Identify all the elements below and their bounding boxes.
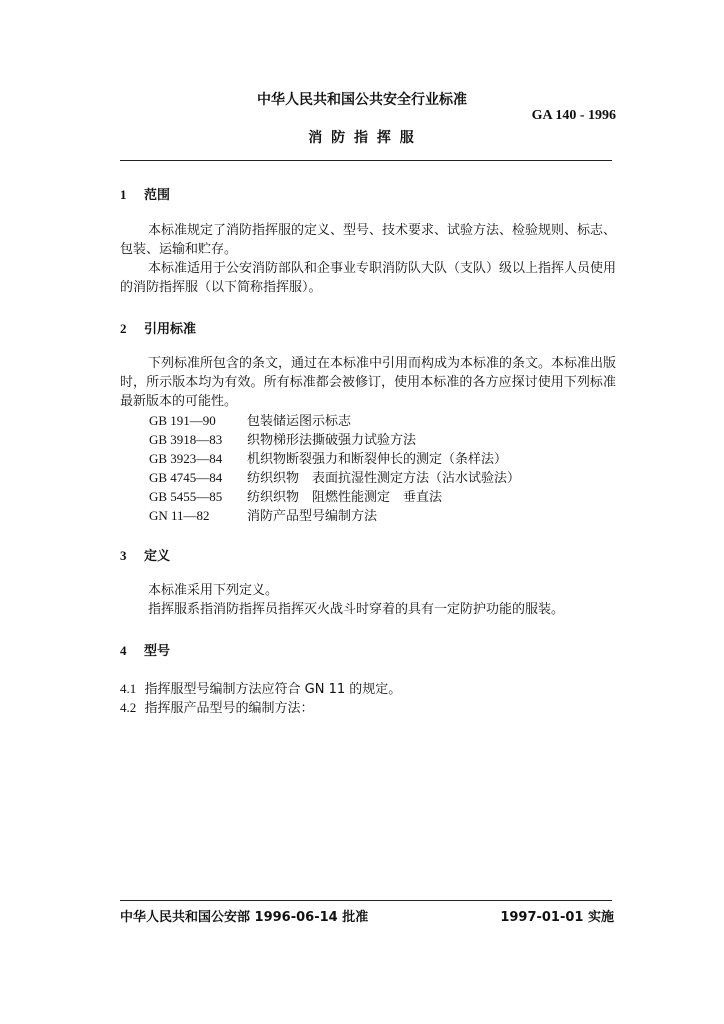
section-1-paragraph-2: 本标准适用于公安消防部队和企事业专职消防队大队（支队）级以上指挥人员使用的消防指挥服（以下简称指挥服）。 [120, 261, 617, 295]
footer-rule [120, 900, 612, 901]
section-3-paragraph-1: 本标准采用下列定义。 [148, 583, 279, 598]
reference-row [149, 449, 507, 469]
reference-row [149, 430, 416, 450]
section-2-intro: 下列标准所包含的条文，通过在本标准中引用而构成为本标准的条文。本标准出版时，所示版本均为有效。所有标准都会被修订，使用本标准的各方应探讨使用下列标准最新版本的可能性。 [120, 356, 617, 409]
reference-row [149, 487, 442, 507]
reference-code: GB 3923—84 [149, 451, 223, 466]
clause-4-2 [120, 697, 314, 716]
doc-title: 消 防 指 挥 服 [308, 130, 416, 146]
section-4-title: 型号 [144, 644, 171, 659]
approval-note: 中华人民共和国公安部 1996-06-14 批准 [120, 910, 369, 925]
reference-code: GN 11—82 [149, 508, 210, 523]
org-title: 中华人民共和国公共安全行业标准 [257, 92, 467, 108]
reference-title: 包装储运图示标志 [247, 414, 352, 429]
standard-code: GA 140 - 1996 [531, 108, 616, 123]
reference-row [149, 506, 377, 526]
section-4-heading [120, 640, 170, 659]
reference-row [149, 411, 351, 431]
section-3-title: 定义 [144, 549, 171, 564]
section-1-heading [120, 184, 170, 203]
clause-text: 指挥服型号编制方法应符合 GN 11 的规定。 [144, 682, 402, 697]
clause-4-1 [120, 678, 401, 697]
section-3-heading [120, 545, 170, 564]
reference-title: 织物梯形法撕破强力试验方法 [247, 433, 417, 448]
section-2-number: 2 [120, 321, 127, 336]
reference-title: 纺织织物 表面抗湿性测定方法（沾水试验法） [247, 471, 521, 486]
header-rule [120, 160, 612, 161]
clause-text: 指挥服产品型号的编制方法： [144, 701, 314, 716]
reference-title: 机织物断裂强力和断裂伸长的测定（条样法） [247, 452, 508, 467]
section-3-number: 3 [120, 548, 127, 563]
reference-code: GB 3918—83 [149, 432, 223, 447]
reference-row [149, 468, 520, 488]
section-3-paragraph-2: 指挥服系指消防指挥员指挥灭火战斗时穿着的具有一定防护功能的服装。 [148, 602, 565, 617]
reference-code: GB 191—90 [149, 413, 216, 428]
clause-number: 4.1 [120, 681, 137, 696]
reference-title: 消防产品型号编制方法 [247, 509, 378, 524]
section-1-title: 范围 [144, 188, 171, 203]
effective-date: 1997-01-01 实施 [500, 910, 614, 925]
reference-title: 纺织织物 阻燃性能测定 垂直法 [247, 490, 443, 505]
clause-number: 4.2 [120, 700, 137, 715]
reference-code: GB 5455—85 [149, 489, 223, 504]
section-1-number: 1 [120, 187, 127, 202]
section-2-title: 引用标准 [144, 322, 197, 337]
section-2-heading [120, 318, 196, 337]
section-1-paragraph-1: 本标准规定了消防指挥服的定义、型号、技术要求、试验方法、检验规则、标志、包装、运输和贮存。 [120, 223, 617, 257]
section-4-number: 4 [120, 643, 127, 658]
reference-code: GB 4745—84 [149, 470, 223, 485]
